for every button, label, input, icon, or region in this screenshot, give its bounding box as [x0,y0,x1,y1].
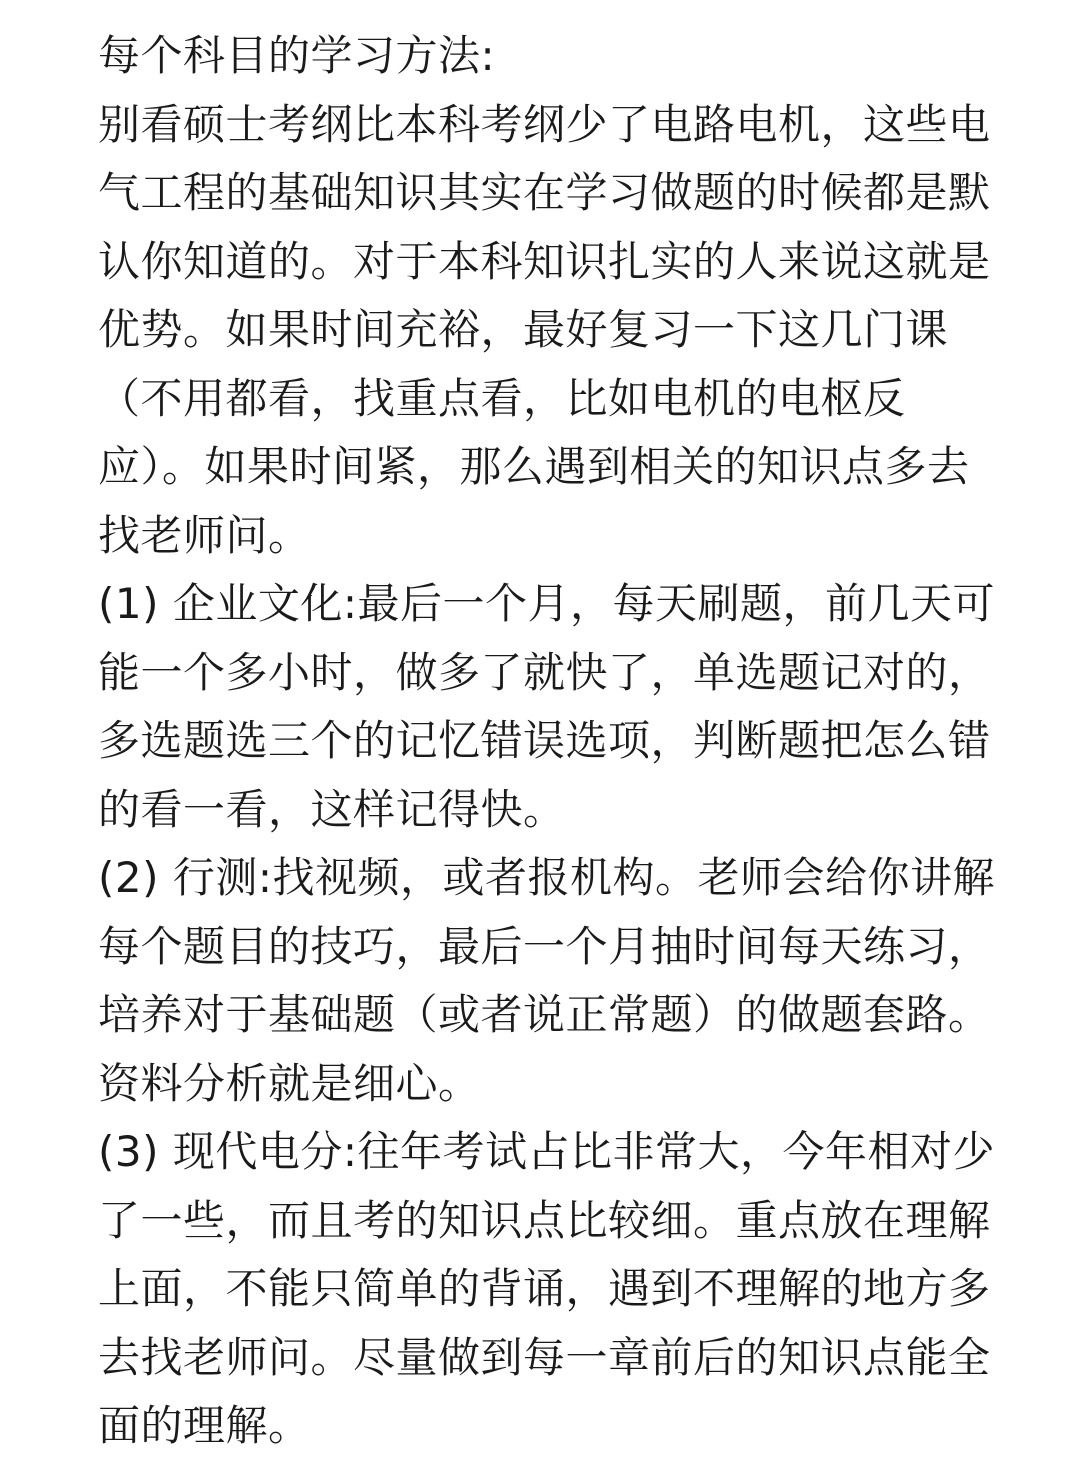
list-item: (1) 企业文化:最后一个月，每天刷题，前几天可能一个多小时，做多了就快了，单选题记对的，多选题选三个的记忆错误选项，判断题把怎么错的看一看，这样记得快。 [98,579,995,834]
document-body [98,22,998,1461]
list-item: (3) 现代电分:往年考试占比非常大，今年相对少了一些，而且考的知识点比较细。重点放在理解上面，不能只简单的背诵，遇到不理解的地方多去找老师问。尽量做到每一章前后的知识点能全面的理解。 [98,1127,995,1450]
intro-paragraph: 别看硕士考纲比本科考纲少了电路电机，这些电气工程的基础知识其实在学习做题的时候都是默认你知道的。对于本科知识扎实的人来说这就是优势。如果时间充裕，最好复习一下这几门课（不用都看，找重点看，比如电机的电枢反应）。如果时间紧，那么遇到相关的知识点多去找老师问。 [98,99,991,560]
section-heading: 每个科目的学习方法: [98,31,496,80]
list-item: (2) 行测:找视频，或者报机构。老师会给你讲解每个题目的技巧，最后一个月抽时间每天练习，培养对于基础题（或者说正常题）的做题套路。资料分析就是细心。 [98,853,995,1108]
